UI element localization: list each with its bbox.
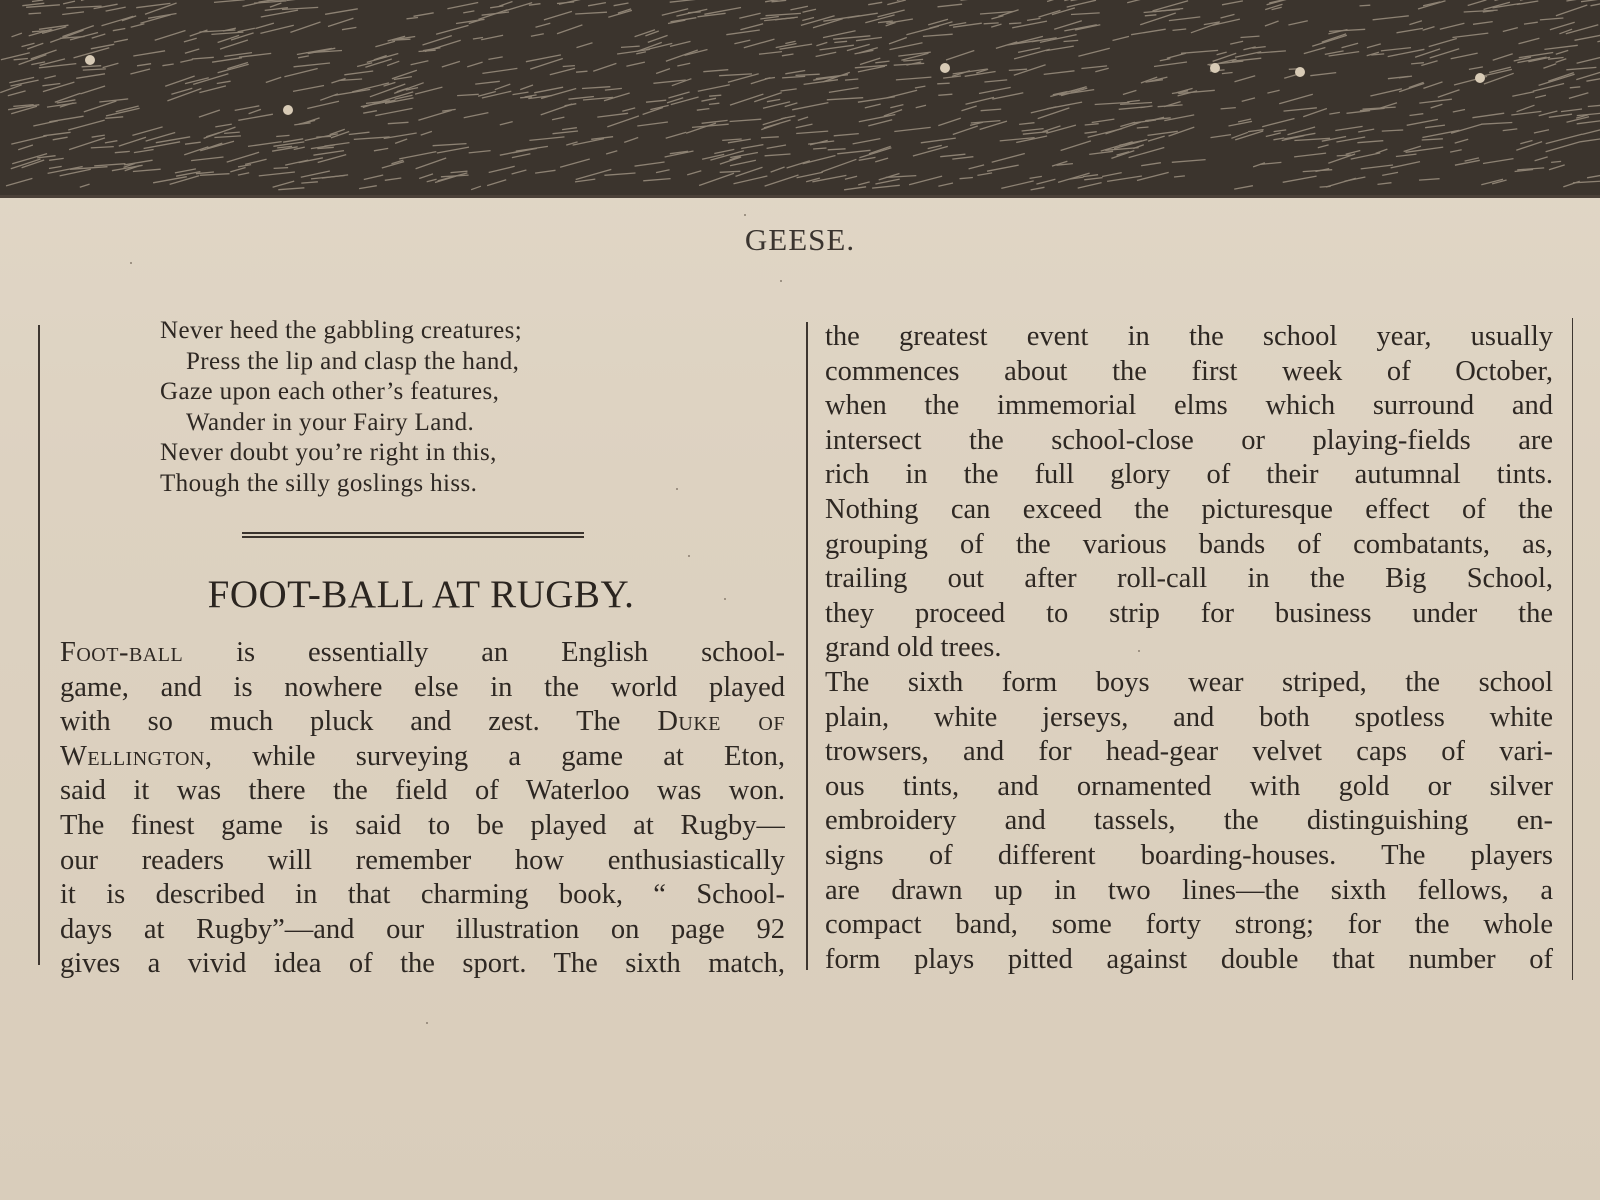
poem-line: Wander in your Fairy Land. [186, 408, 475, 436]
article-line [60, 636, 785, 671]
article-line: trailing out after roll-call in the Big School, [825, 563, 1553, 595]
article-line: intersect the school-close or playing-fields are [825, 424, 1553, 456]
article-line: embroidery and tassels, the distinguishing en- [825, 805, 1553, 837]
poem-line: Never doubt you’re right in this, [160, 439, 497, 466]
poem-line: Gaze upon each other’s features, [160, 378, 500, 405]
article-line: days at Rugby”—and our illustration on page 92 [60, 913, 785, 945]
article-line: they proceed to strip for business under the [825, 597, 1553, 629]
engraving-border-rule [0, 195, 1600, 198]
article-line: plain, white jerseys, and both spotless white [825, 701, 1553, 733]
engraving-illustration [0, 0, 1600, 195]
article-line [60, 740, 785, 775]
line-text: with so much pluck and zest. The [60, 706, 658, 738]
poem-stanza [160, 316, 680, 499]
left-margin-rule [38, 325, 40, 965]
line-text: , while surveying a game at Eton, [204, 740, 785, 772]
article-line: said it was there the field of Waterloo was won. [60, 775, 785, 807]
article-line: The finest game is said to be played at Rugby— [60, 809, 785, 841]
section-divider [242, 532, 584, 538]
article-line [60, 705, 785, 740]
article-line: Nothing can exceed the picturesque effect of the [825, 493, 1553, 525]
poem-headline: GEESE. [744, 222, 856, 257]
line-text: is essentially an English school- [183, 637, 785, 668]
article-line: form plays pitted against double that number of [825, 943, 1553, 975]
article-line: signs of different boarding-houses. The players [825, 839, 1553, 871]
poem-line: Though the silly goslings hiss. [160, 469, 478, 497]
article-line: trowsers, and for head-gear velvet caps of vari- [825, 736, 1553, 768]
poem-line: Press the lip and clasp the hand, [186, 347, 520, 375]
article-line: it is described in that charming book, “ School- [60, 879, 785, 911]
article-line: grouping of the various bands of combatants, as, [825, 528, 1553, 560]
article-line: the greatest event in the school year, usually [825, 321, 1553, 352]
name-smallcaps: Wellington [60, 740, 205, 772]
article-line: grand old trees. [825, 632, 1002, 664]
article-line: ous tints, and ornamented with gold or silver [825, 770, 1553, 802]
article-left-column [60, 636, 785, 982]
column-divider-rule [806, 322, 808, 970]
article-line: The sixth form boys wear striped, the school [825, 666, 1553, 698]
lead-word: Foot-ball [60, 637, 184, 668]
article-line: gives a vivid idea of the sport. The sixth match, [60, 948, 785, 980]
article-title: FOOT-BALL AT RUGBY. [207, 573, 635, 616]
name-smallcaps: Duke of [657, 706, 785, 738]
article-line: compact band, some forty strong; for the whole [825, 909, 1553, 941]
article-right-column [825, 320, 1553, 977]
article-line: our readers will remember how enthusiastically [60, 844, 785, 876]
poem-line: Never heed the gabbling creatures; [160, 317, 523, 344]
article-line: when the immemorial elms which surround and [825, 390, 1553, 422]
article-line: rich in the full glory of their autumnal tints. [825, 459, 1553, 491]
right-margin-rule [1572, 318, 1573, 980]
article-line: are drawn up in two lines—the sixth fellows, a [825, 874, 1553, 906]
article-line: commences about the first week of October, [825, 355, 1553, 387]
grass-engraving-art [0, 0, 1600, 195]
article-line: game, and is nowhere else in the world played [60, 671, 785, 703]
